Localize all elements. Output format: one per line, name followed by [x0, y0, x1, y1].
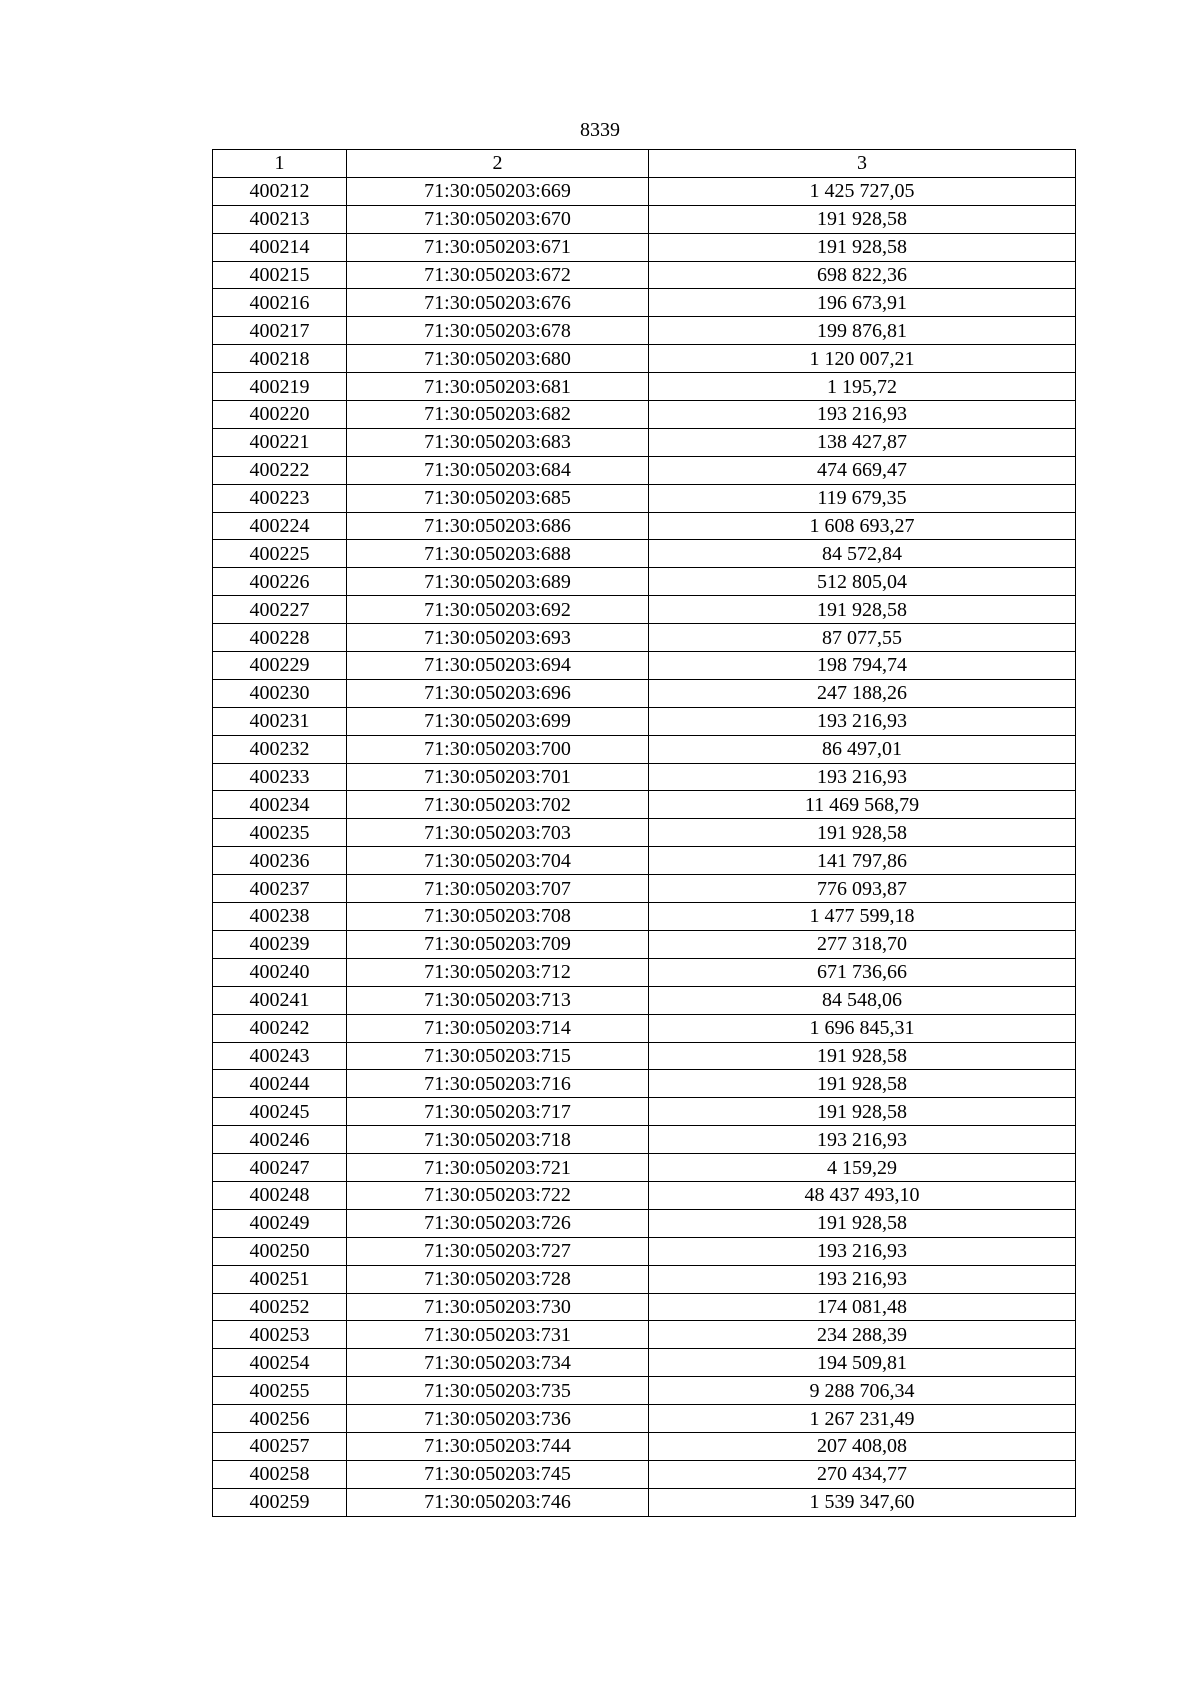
- row-number-cell: 400229: [213, 652, 347, 680]
- table-row: [213, 958, 1076, 986]
- row-number-cell: 400239: [213, 930, 347, 958]
- column-header-2: 2: [347, 150, 649, 178]
- cadastral-number-cell: 71:30:050203:672: [347, 261, 649, 289]
- cadastral-number-cell: 71:30:050203:718: [347, 1126, 649, 1154]
- value-cell: 193 216,93: [649, 1126, 1076, 1154]
- table-row: [213, 1181, 1076, 1209]
- cadastral-number-cell: 71:30:050203:670: [347, 205, 649, 233]
- value-cell: 191 928,58: [649, 819, 1076, 847]
- row-number-cell: 400259: [213, 1488, 347, 1516]
- value-cell: 84 572,84: [649, 540, 1076, 568]
- cadastral-number-cell: 71:30:050203:707: [347, 875, 649, 903]
- value-cell: 1 696 845,31: [649, 1014, 1076, 1042]
- row-number-cell: 400234: [213, 791, 347, 819]
- column-header-3: 3: [649, 150, 1076, 178]
- row-number-cell: 400256: [213, 1405, 347, 1433]
- cadastral-number-cell: 71:30:050203:686: [347, 512, 649, 540]
- table-row: [213, 289, 1076, 317]
- cadastral-number-cell: 71:30:050203:731: [347, 1321, 649, 1349]
- value-cell: 191 928,58: [649, 205, 1076, 233]
- value-cell: 191 928,58: [649, 1042, 1076, 1070]
- cadastral-number-cell: 71:30:050203:735: [347, 1377, 649, 1405]
- value-cell: 9 288 706,34: [649, 1377, 1076, 1405]
- row-number-cell: 400233: [213, 763, 347, 791]
- value-cell: 199 876,81: [649, 317, 1076, 345]
- row-number-cell: 400237: [213, 875, 347, 903]
- value-cell: 191 928,58: [649, 1209, 1076, 1237]
- table-header: [213, 150, 1076, 178]
- row-number-cell: 400249: [213, 1209, 347, 1237]
- cadastral-number-cell: 71:30:050203:730: [347, 1293, 649, 1321]
- table-row: [213, 903, 1076, 931]
- row-number-cell: 400219: [213, 373, 347, 401]
- table-row: [213, 847, 1076, 875]
- table-row: [213, 177, 1076, 205]
- value-cell: 193 216,93: [649, 1237, 1076, 1265]
- row-number-cell: 400235: [213, 819, 347, 847]
- cadastral-number-cell: 71:30:050203:703: [347, 819, 649, 847]
- cadastral-number-cell: 71:30:050203:734: [347, 1349, 649, 1377]
- value-cell: 191 928,58: [649, 1098, 1076, 1126]
- row-number-cell: 400212: [213, 177, 347, 205]
- value-cell: 11 469 568,79: [649, 791, 1076, 819]
- table-row: [213, 540, 1076, 568]
- cadastral-number-cell: 71:30:050203:669: [347, 177, 649, 205]
- row-number-cell: 400251: [213, 1265, 347, 1293]
- cadastral-number-cell: 71:30:050203:700: [347, 735, 649, 763]
- table-row: [213, 233, 1076, 261]
- table-row: [213, 875, 1076, 903]
- value-cell: 87 077,55: [649, 624, 1076, 652]
- cadastral-number-cell: 71:30:050203:745: [347, 1460, 649, 1488]
- value-cell: 776 093,87: [649, 875, 1076, 903]
- value-cell: 191 928,58: [649, 1070, 1076, 1098]
- value-cell: 1 120 007,21: [649, 345, 1076, 373]
- cadastral-number-cell: 71:30:050203:715: [347, 1042, 649, 1070]
- row-number-cell: 400258: [213, 1460, 347, 1488]
- table-row: [213, 707, 1076, 735]
- value-cell: 196 673,91: [649, 289, 1076, 317]
- cadastral-number-cell: 71:30:050203:721: [347, 1154, 649, 1182]
- value-cell: 191 928,58: [649, 233, 1076, 261]
- value-cell: 1 608 693,27: [649, 512, 1076, 540]
- table-row: [213, 205, 1076, 233]
- cadastral-number-cell: 71:30:050203:701: [347, 763, 649, 791]
- row-number-cell: 400218: [213, 345, 347, 373]
- table-row: [213, 1154, 1076, 1182]
- row-number-cell: 400221: [213, 428, 347, 456]
- row-number-cell: 400257: [213, 1432, 347, 1460]
- row-number-cell: 400236: [213, 847, 347, 875]
- value-cell: 234 288,39: [649, 1321, 1076, 1349]
- table-row: [213, 1432, 1076, 1460]
- row-number-cell: 400230: [213, 679, 347, 707]
- value-cell: 191 928,58: [649, 596, 1076, 624]
- row-number-cell: 400244: [213, 1070, 347, 1098]
- table-row: [213, 679, 1076, 707]
- cadastral-number-cell: 71:30:050203:716: [347, 1070, 649, 1098]
- value-cell: 512 805,04: [649, 568, 1076, 596]
- row-number-cell: 400225: [213, 540, 347, 568]
- table-row: [213, 1209, 1076, 1237]
- value-cell: 671 736,66: [649, 958, 1076, 986]
- value-cell: 174 081,48: [649, 1293, 1076, 1321]
- value-cell: 1 195,72: [649, 373, 1076, 401]
- value-cell: 86 497,01: [649, 735, 1076, 763]
- cadastral-number-cell: 71:30:050203:676: [347, 289, 649, 317]
- table-body: [213, 177, 1076, 1516]
- cadastral-number-cell: 71:30:050203:736: [347, 1405, 649, 1433]
- table-row: [213, 596, 1076, 624]
- table-row: [213, 1405, 1076, 1433]
- row-number-cell: 400222: [213, 456, 347, 484]
- row-number-cell: 400248: [213, 1181, 347, 1209]
- table-row: [213, 1014, 1076, 1042]
- cadastral-number-cell: 71:30:050203:744: [347, 1432, 649, 1460]
- cadastral-number-cell: 71:30:050203:717: [347, 1098, 649, 1126]
- table-row: [213, 317, 1076, 345]
- table-row: [213, 652, 1076, 680]
- cadastral-number-cell: 71:30:050203:689: [347, 568, 649, 596]
- table-row: [213, 819, 1076, 847]
- table-row: [213, 1126, 1076, 1154]
- row-number-cell: 400216: [213, 289, 347, 317]
- cadastral-number-cell: 71:30:050203:688: [347, 540, 649, 568]
- row-number-cell: 400240: [213, 958, 347, 986]
- row-number-cell: 400214: [213, 233, 347, 261]
- cadastral-number-cell: 71:30:050203:727: [347, 1237, 649, 1265]
- cadastral-number-cell: 71:30:050203:714: [347, 1014, 649, 1042]
- value-cell: 194 509,81: [649, 1349, 1076, 1377]
- value-cell: 207 408,08: [649, 1432, 1076, 1460]
- table-row: [213, 1098, 1076, 1126]
- column-header-1: 1: [213, 150, 347, 178]
- row-number-cell: 400253: [213, 1321, 347, 1349]
- row-number-cell: 400215: [213, 261, 347, 289]
- row-number-cell: 400220: [213, 401, 347, 429]
- cadastral-number-cell: 71:30:050203:702: [347, 791, 649, 819]
- cadastral-number-cell: 71:30:050203:696: [347, 679, 649, 707]
- table-row: [213, 930, 1076, 958]
- value-cell: 84 548,06: [649, 986, 1076, 1014]
- table-row: [213, 791, 1076, 819]
- value-cell: 48 437 493,10: [649, 1181, 1076, 1209]
- value-cell: 119 679,35: [649, 484, 1076, 512]
- row-number-cell: 400223: [213, 484, 347, 512]
- data-table: [212, 149, 1076, 1517]
- value-cell: 247 188,26: [649, 679, 1076, 707]
- value-cell: 1 539 347,60: [649, 1488, 1076, 1516]
- header-row: [213, 150, 1076, 178]
- table-row: [213, 1237, 1076, 1265]
- row-number-cell: 400243: [213, 1042, 347, 1070]
- value-cell: 1 477 599,18: [649, 903, 1076, 931]
- table-row: [213, 1349, 1076, 1377]
- value-cell: 1 267 231,49: [649, 1405, 1076, 1433]
- table-row: [213, 1070, 1076, 1098]
- table-row: [213, 1293, 1076, 1321]
- cadastral-number-cell: 71:30:050203:709: [347, 930, 649, 958]
- table-row: [213, 1377, 1076, 1405]
- cadastral-number-cell: 71:30:050203:678: [347, 317, 649, 345]
- cadastral-number-cell: 71:30:050203:682: [347, 401, 649, 429]
- row-number-cell: 400227: [213, 596, 347, 624]
- cadastral-number-cell: 71:30:050203:728: [347, 1265, 649, 1293]
- cadastral-number-cell: 71:30:050203:683: [347, 428, 649, 456]
- table-row: [213, 484, 1076, 512]
- value-cell: 277 318,70: [649, 930, 1076, 958]
- row-number-cell: 400228: [213, 624, 347, 652]
- cadastral-number-cell: 71:30:050203:722: [347, 1181, 649, 1209]
- table-row: [213, 1488, 1076, 1516]
- row-number-cell: 400245: [213, 1098, 347, 1126]
- cadastral-number-cell: 71:30:050203:713: [347, 986, 649, 1014]
- cadastral-number-cell: 71:30:050203:684: [347, 456, 649, 484]
- cadastral-number-cell: 71:30:050203:712: [347, 958, 649, 986]
- table-row: [213, 1460, 1076, 1488]
- table-row: [213, 428, 1076, 456]
- value-cell: 193 216,93: [649, 1265, 1076, 1293]
- cadastral-number-cell: 71:30:050203:726: [347, 1209, 649, 1237]
- cadastral-number-cell: 71:30:050203:708: [347, 903, 649, 931]
- cadastral-number-cell: 71:30:050203:694: [347, 652, 649, 680]
- row-number-cell: 400247: [213, 1154, 347, 1182]
- table-row: [213, 456, 1076, 484]
- row-number-cell: 400224: [213, 512, 347, 540]
- cadastral-number-cell: 71:30:050203:671: [347, 233, 649, 261]
- table-row: [213, 986, 1076, 1014]
- cadastral-number-cell: 71:30:050203:704: [347, 847, 649, 875]
- row-number-cell: 400213: [213, 205, 347, 233]
- page-number: 8339: [580, 119, 620, 141]
- cadastral-number-cell: 71:30:050203:681: [347, 373, 649, 401]
- table-row: [213, 261, 1076, 289]
- row-number-cell: 400250: [213, 1237, 347, 1265]
- row-number-cell: 400232: [213, 735, 347, 763]
- table-row: [213, 568, 1076, 596]
- value-cell: 193 216,93: [649, 707, 1076, 735]
- value-cell: 193 216,93: [649, 401, 1076, 429]
- cadastral-number-cell: 71:30:050203:693: [347, 624, 649, 652]
- row-number-cell: 400242: [213, 1014, 347, 1042]
- row-number-cell: 400226: [213, 568, 347, 596]
- row-number-cell: 400255: [213, 1377, 347, 1405]
- value-cell: 4 159,29: [649, 1154, 1076, 1182]
- value-cell: 198 794,74: [649, 652, 1076, 680]
- table-row: [213, 1321, 1076, 1349]
- table-row: [213, 735, 1076, 763]
- row-number-cell: 400246: [213, 1126, 347, 1154]
- cadastral-number-cell: 71:30:050203:699: [347, 707, 649, 735]
- cadastral-number-cell: 71:30:050203:746: [347, 1488, 649, 1516]
- table-row: [213, 763, 1076, 791]
- row-number-cell: 400241: [213, 986, 347, 1014]
- table-row: [213, 1265, 1076, 1293]
- table-row: [213, 1042, 1076, 1070]
- value-cell: 138 427,87: [649, 428, 1076, 456]
- cadastral-number-cell: 71:30:050203:680: [347, 345, 649, 373]
- table-row: [213, 401, 1076, 429]
- table-row: [213, 373, 1076, 401]
- cadastral-number-cell: 71:30:050203:685: [347, 484, 649, 512]
- value-cell: 1 425 727,05: [649, 177, 1076, 205]
- value-cell: 193 216,93: [649, 763, 1076, 791]
- value-cell: 141 797,86: [649, 847, 1076, 875]
- row-number-cell: 400231: [213, 707, 347, 735]
- row-number-cell: 400217: [213, 317, 347, 345]
- value-cell: 698 822,36: [649, 261, 1076, 289]
- row-number-cell: 400252: [213, 1293, 347, 1321]
- row-number-cell: 400254: [213, 1349, 347, 1377]
- value-cell: 474 669,47: [649, 456, 1076, 484]
- cadastral-number-cell: 71:30:050203:692: [347, 596, 649, 624]
- row-number-cell: 400238: [213, 903, 347, 931]
- table-row: [213, 624, 1076, 652]
- table-row: [213, 345, 1076, 373]
- table-row: [213, 512, 1076, 540]
- value-cell: 270 434,77: [649, 1460, 1076, 1488]
